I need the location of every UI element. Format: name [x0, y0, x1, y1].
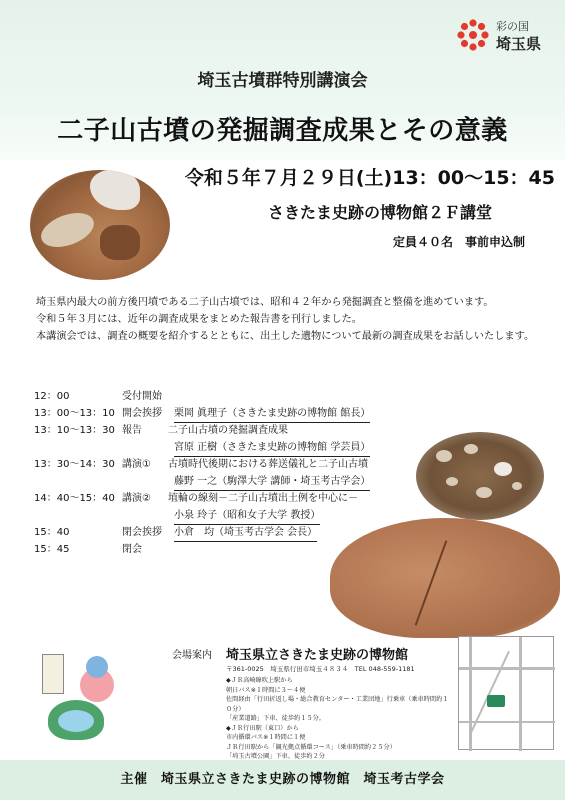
artifacts-photo [416, 432, 544, 520]
logo-name: 埼玉県 [496, 35, 542, 53]
schedule-time: 13：30～14：30 [34, 459, 115, 470]
intro-line: 本講演会では、調査の概要を紹介するとともに、出土した遺物について最新の調査成果をお話しいたします。 [36, 331, 535, 342]
event-series-title: 埼玉古墳群特別講演会 [197, 71, 368, 91]
schedule-topic: 古墳時代後期における葬送儀礼と二子山古墳 [168, 459, 368, 470]
schedule-kind: 受付開始 [122, 391, 162, 402]
schedule-row [34, 507, 414, 524]
access-line: 市内循環バス※１時間に１便 [226, 734, 306, 741]
schedule-row [34, 490, 414, 507]
schedule-kind: 閉会挨拶 [122, 527, 162, 538]
museum-location-marker [487, 695, 505, 707]
schedule-time: 13：10～13：30 [34, 425, 115, 436]
access-line: 「埼玉古墳公園」下車、徒歩約２分 [226, 753, 325, 760]
access-line: 佐間経由「行田折返し場・総合教育センター・工業団地」行乗車（乗車時間約１０分） [226, 696, 449, 713]
excavation-photo [30, 170, 170, 280]
access-map [458, 636, 554, 750]
schedule-kind: 報告 [122, 425, 142, 436]
event-date-time: 令和５年７月２９日(土)13：00～15：45 [184, 167, 555, 189]
schedule-kind: 開会挨拶 [122, 408, 162, 419]
organizer-credit: 主催 埼玉県立さきたま史跡の博物館 埼玉考古学会 [120, 772, 445, 787]
haniwa-surface-photo [330, 518, 560, 638]
schedule-row [34, 439, 414, 456]
schedule-speaker: 宮原 正樹（さきたま史跡の博物館 学芸員） [174, 439, 370, 457]
schedule-kind: 講演② [122, 493, 151, 504]
access-directions [226, 676, 450, 762]
program-schedule [34, 388, 414, 558]
schedule-kind: 講演① [122, 459, 151, 470]
schedule-topic: 二子山古墳の発掘調査成果 [168, 425, 288, 436]
schedule-topic: 埴輪の線刻－二子山古墳出土例を中心に－ [168, 493, 358, 504]
intro-text [36, 294, 536, 345]
schedule-row [34, 422, 414, 439]
venue-name: 埼玉県立さきたま史跡の博物館 [226, 648, 409, 663]
venue-label: 会場案内 [172, 650, 212, 661]
access-line: 「産業道路」下車、徒歩約１５分。 [226, 715, 325, 722]
schedule-row [34, 473, 414, 490]
schedule-speaker: 藤野 一之（駒澤大学 講師・埼玉考古学会） [174, 473, 370, 491]
event-venue: さきたま史跡の博物館２Ｆ講堂 [267, 203, 492, 222]
mascot-illustration [40, 650, 140, 750]
schedule-speaker: 小泉 玲子（昭和女子大学 教授） [174, 507, 320, 525]
logo-subtext: 彩の国 [496, 20, 529, 33]
schedule-speaker: 小倉 均（埼玉考古学会 会長） [174, 524, 317, 542]
schedule-row [34, 456, 414, 473]
flower-logo-icon [456, 18, 490, 52]
lecture-title: 二子山古墳の発掘調査成果とその意義 [57, 116, 508, 146]
schedule-time: 12：00 [34, 391, 70, 402]
schedule-time: 13：00～13：10 [34, 408, 115, 419]
schedule-time: 15：40 [34, 527, 70, 538]
schedule-row [34, 388, 414, 405]
schedule-time: 14：40～15：40 [34, 493, 115, 504]
schedule-speaker: 栗岡 眞理子（さきたま史跡の博物館 館長） [174, 405, 370, 423]
intro-line: 令和５年３月には、近年の調査成果をまとめた報告書を刊行しました。 [36, 314, 362, 325]
venue-address: 〒361-0025 埼玉県行田市埼玉４８３４ TEL 048-559-1181 [226, 665, 415, 673]
access-line: ◆ＪＲ行田駅（東口）から [226, 724, 299, 732]
intro-line: 埼玉県内最大の前方後円墳である二子山古墳では、昭和４２年から発掘調査と整備を進めています。 [36, 297, 494, 308]
access-line: ◆ＪＲ高崎線吹上駅から [226, 677, 293, 684]
prefecture-logo [456, 14, 556, 54]
access-line: ＪＲ行田駅から「観光拠点循環コース」（乗車時間約２５分） [226, 743, 396, 751]
schedule-time: 15：45 [34, 544, 70, 555]
event-capacity: 定員４０名 事前申込制 [392, 235, 525, 249]
schedule-row [34, 405, 414, 422]
access-line: 朝日バス※１時間に３～４便 [226, 686, 306, 694]
schedule-kind: 閉会 [122, 544, 142, 555]
